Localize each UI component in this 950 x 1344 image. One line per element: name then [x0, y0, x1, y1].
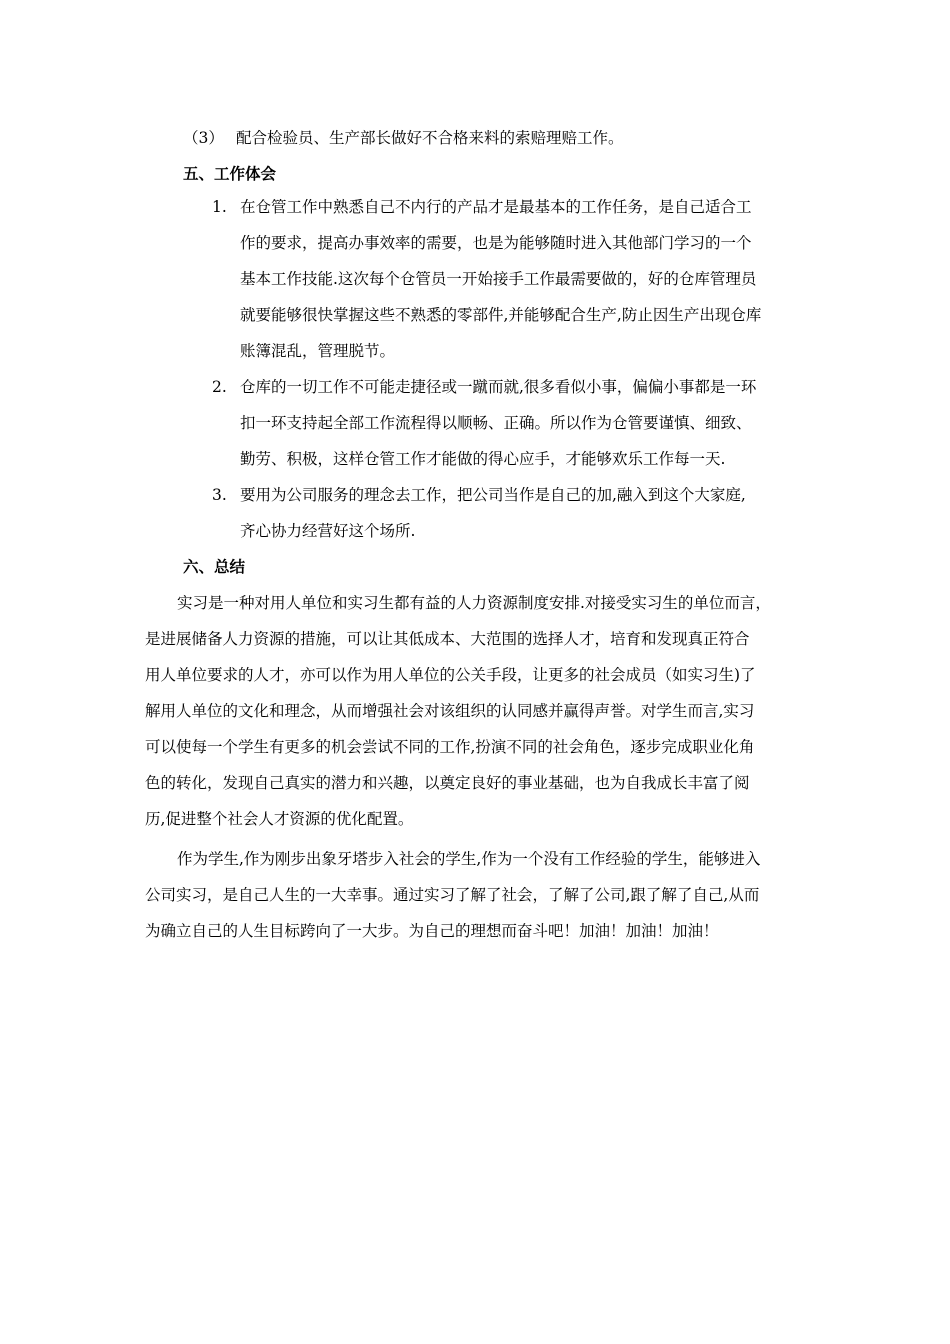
section-5-item-2-line-1: 仓库的一切工作不可能走捷径或一蹴而就,很多看似小事，偏偏小事都是一环: [240, 378, 757, 396]
section-5-item-1-line-2: 作的要求，提高办事效率的需要，也是为能够随时进入其他部门学习的一个: [240, 234, 752, 252]
summary-paragraph-2-line-2: 公司实习，是自己人生的一大幸事。通过实习了解了社会，了解了公司,跟了解了自己,从而: [145, 886, 760, 904]
summary-paragraph-1-line-4: 解用人单位的文化和理念，从而增强社会对该组织的认同感并赢得声誉。对学生而言,实习: [145, 702, 755, 720]
section-5-item-3-line-1: 要用为公司服务的理念去工作，把公司当作是自己的加,融入到这个大家庭,: [240, 486, 746, 504]
section-5-item-1-number: 1.: [212, 198, 227, 216]
section-5-item-1-line-1: 在仓管工作中熟悉自己不内行的产品才是最基本的工作任务，是自己适合工: [240, 198, 752, 216]
section-5-item-1-line-3: 基本工作技能.这次每个仓管员一开始接手工作最需要做的，好的仓库管理员: [240, 270, 757, 288]
summary-paragraph-1-line-3: 用人单位要求的人才，亦可以作为用人单位的公关手段，让更多的社会成员（如实习生)了: [145, 666, 756, 684]
summary-paragraph-1-line-2: 是进展储备人力资源的措施，可以让其低成本、大范围的选择人才，培育和发现真正符合: [145, 630, 750, 648]
section-5-item-2-line-3: 勤劳、积极，这样仓管工作才能做的得心应手，才能够欢乐工作每一天.: [240, 450, 726, 468]
summary-paragraph-2-line-3: 为确立自己的人生目标跨向了一大步。为自己的理想而奋斗吧！加油！加油！加油！: [145, 922, 719, 940]
section-5-item-2-line-2: 扣一环支持起全部工作流程得以顺畅、正确。所以作为仓管要谨慎、细致、: [240, 414, 752, 432]
section-5-item-2-number: 2.: [212, 378, 227, 396]
section-5-item-1-line-5: 账簿混乱，管理脱节。: [240, 342, 396, 360]
section-5-item-1-line-4: 就要能够很快掌握这些不熟悉的零部件,并能够配合生产,防止因生产出现仓库: [240, 306, 762, 324]
section-6-heading: 六、总结: [183, 557, 246, 576]
summary-paragraph-1-line-1: 实习是一种对用人单位和实习生都有益的人力资源制度安排.对接受实习生的单位而言，: [177, 594, 771, 612]
summary-paragraph-1-line-7: 历,促进整个社会人才资源的优化配置。: [145, 810, 414, 828]
item-3-text: 配合检验员、生产部长做好不合格来料的索赔理赔工作。: [236, 129, 624, 147]
summary-paragraph-1-line-5: 可以使每一个学生有更多的机会尝试不同的工作,扮演不同的社会角色，逐步完成职业化角: [145, 738, 755, 756]
summary-paragraph-2-line-1: 作为学生,作为刚步出象牙塔步入社会的学生,作为一个没有工作经验的学生，能够进入: [177, 850, 761, 868]
summary-paragraph-1-line-6: 色的转化，发现自己真实的潜力和兴趣，以奠定良好的事业基础，也为自我成长丰富了阅: [145, 774, 750, 792]
section-5-item-3-number: 3.: [212, 486, 227, 504]
item-3-marker: （3）: [183, 129, 224, 147]
section-5-heading: 五、工作体会: [183, 164, 277, 183]
section-5-item-3-line-2: 齐心协力经营好这个场所.: [240, 522, 416, 540]
